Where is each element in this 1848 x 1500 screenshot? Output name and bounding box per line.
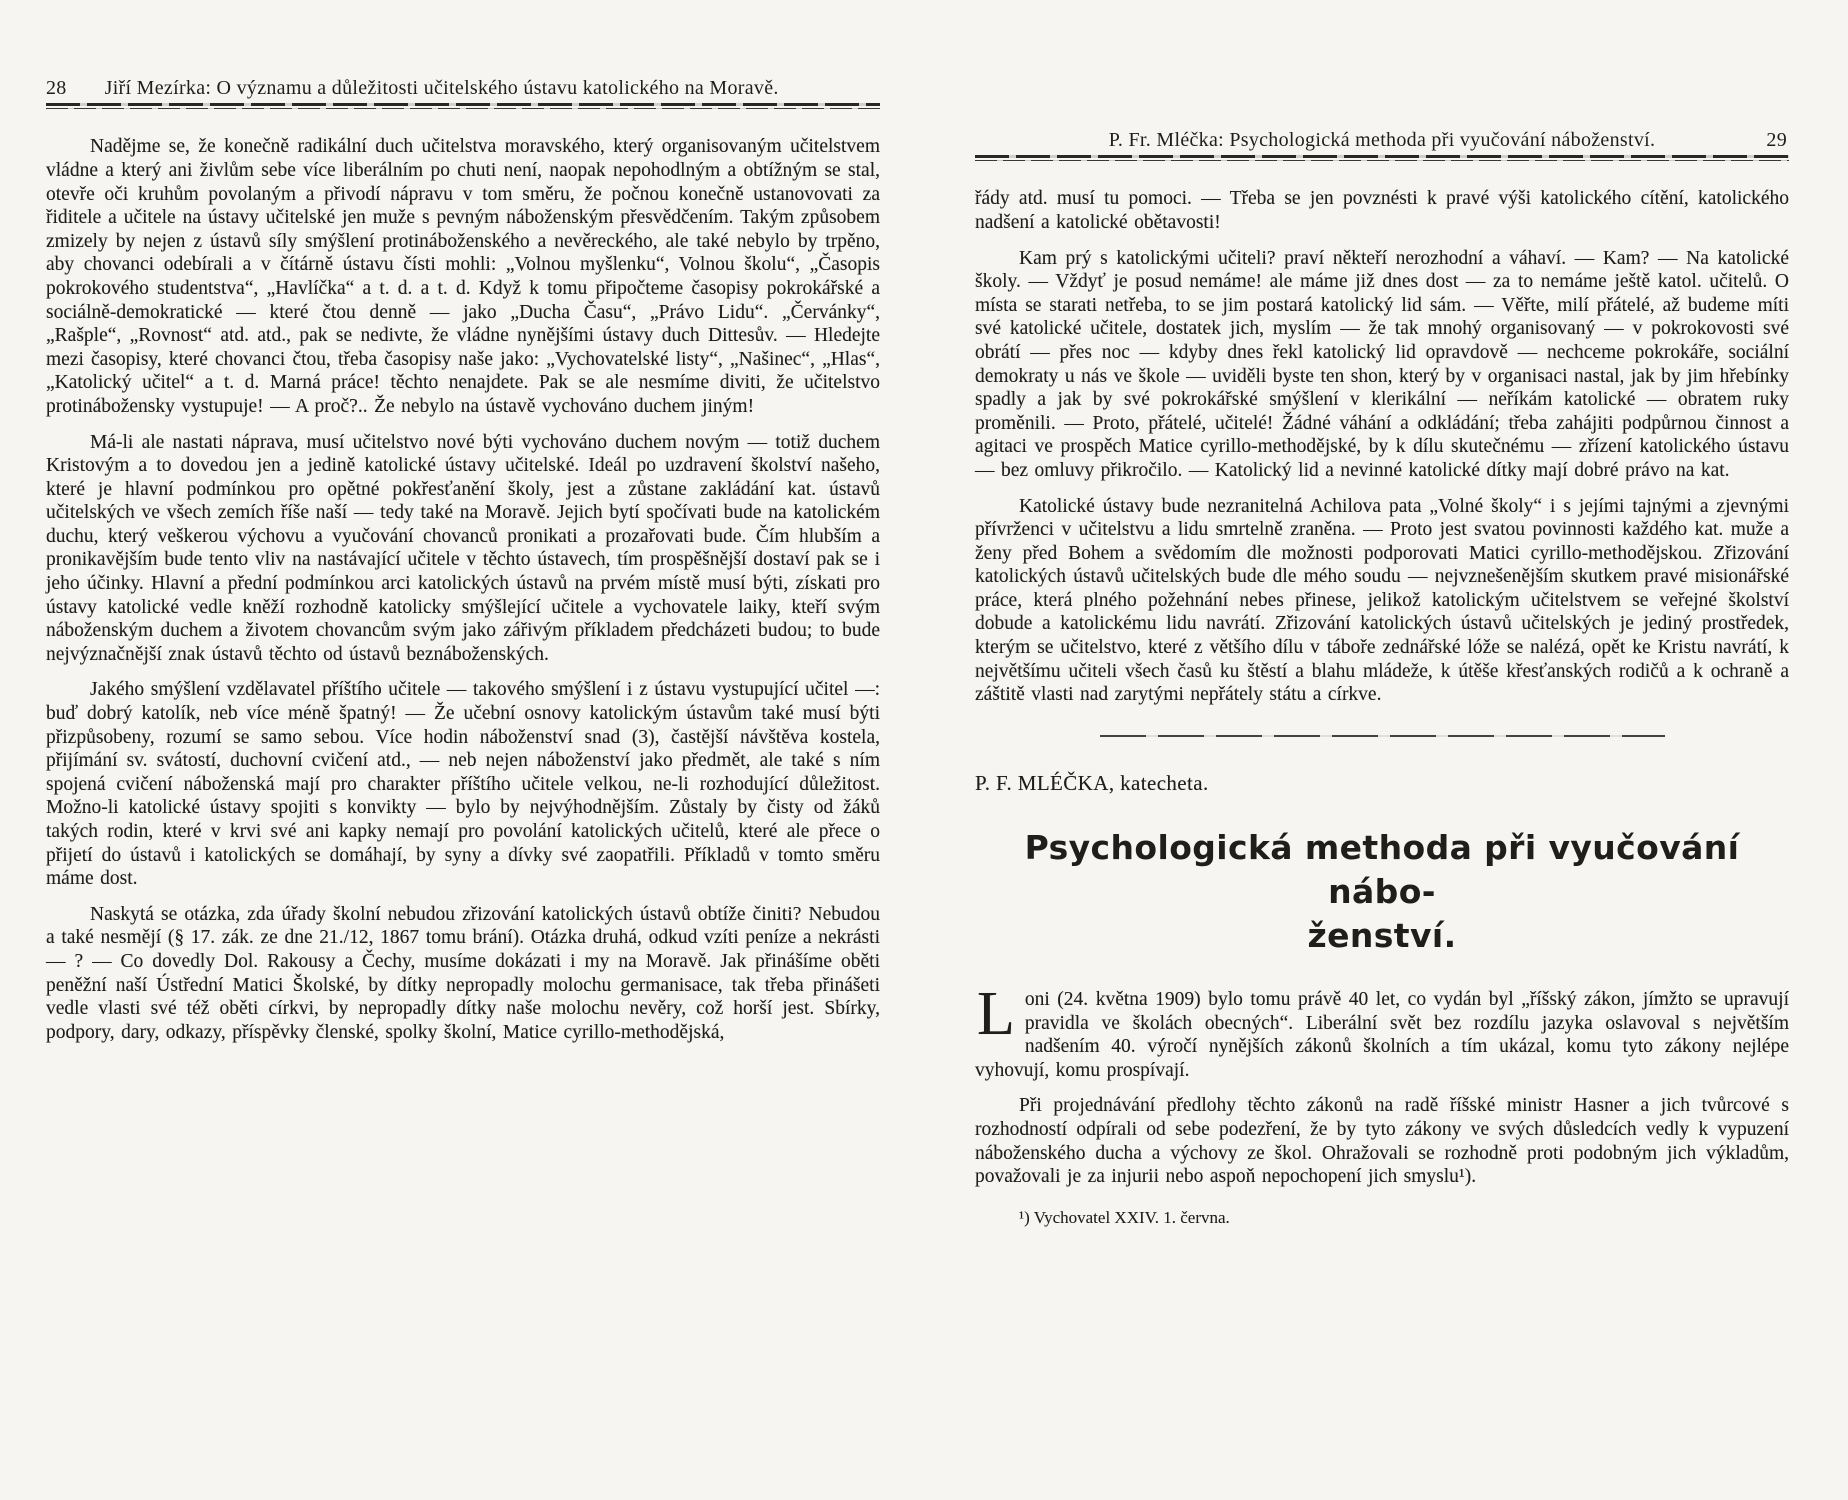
rule-line	[46, 108, 880, 109]
article-paragraph: Nadějme se, že konečně radikální duch učitelstva moravského, který organisovaným učitelstvem vládne a který ani živlům sebe více liberálním po chuti není, naopak nepohodlným a obtížným se stal, otevře oči kruhům povolaným a přivodí nápravu v tom směru, že počnou konečně ustanovovati za řiditele a učitele na ústavy učitelské jen muže s pevným náboženským přesvědčením. Takým způsobem zmizely by nejen z ústavů síly smýšlení protináboženského a nevěreckého, ale také nebylo by trpěno, aby chovanci odebírali a v čítárně ústavu čísti mohli: „Volnou myšlenku“, Volnou školu“, „Časopis pokrokového studentstva“, „Havlíčka“ a t. d. a t. d. Když k tomu připočteme časopisy pokrokářské a sociálně-demokratické — které čtou denně — jako „Ducha Času“, „Právo Lidu“. „Červánky“, „Rašple“, „Rovnost“ atd. atd., pak se nedivte, že vládne nynějšími ústavy duch Dittesův. — Hledejte mezi časopisy, které chovanci čtou, třeba časopisy naše jako: „Vychovatelské listy“, „Našinec“, „Hlas“, „Katolický učitel“ a t. d. Marná práce! těchto nenajdete. Pak se ale nesmíme diviti, že učitelstvo protinábožensky vystupuje! — A proč?.. Že nebylo na ústavě vychováno duchem jiným!	[46, 136, 880, 417]
left-page	[46, 76, 880, 1044]
article-title	[975, 826, 1789, 958]
left-page-number: 28	[46, 77, 67, 99]
paragraph-text: oni (24. května 1909) bylo tomu právě 40 let, co vydán byl „říšský zákon, jímžto se upravují pravidla ve školách obecných“. Liberální svět bez rozdílu jazyka oslavoval s největším nadšením 40. výročí nynějších zákonů školních a tím ukázal, komu tyto zákony nejlépe vyhovují, komu prospívají.	[975, 989, 1789, 1081]
left-page-body	[46, 135, 880, 1044]
rule-line	[46, 103, 880, 106]
right-page-header	[975, 128, 1789, 152]
right-running-title: P. Fr. Mléčka: Psychologická methoda při vyučování náboženství.	[1108, 129, 1656, 151]
article-paragraph: Při projednávání předlohy těchto zákonů na radě říšské ministr Hasner a jich tvůrcové s rozhodností odpírali od sebe podezření, že by tyto zákony ve svých důsledcích vedly k vypuzení náboženského ducha a výchovy ze škol. Ohražovali se rozhodně proti podobným jich výkladům, považovali je za injurii nebo aspoň nepochopení jich smyslu¹).	[975, 1095, 1789, 1188]
rule-line	[975, 160, 1789, 161]
article-paragraph: Má-li ale nastati náprava, musí učitelstvo nové býti vychováno duchem novým — totiž duchem Kristovým a to dovedou jen a jedině katolické ústavy učitelské. Ideál po uzdravení školství našeho, které je hlavní podmínkou pro opětné pokřesťanění školy, jest a zůstane zakládání kat. ústavů učitelských ve všech zemích říše naší — tedy také na Moravě. Jejich bytí spočívati bude na katolickém duchu, který veškerou výchovu a vyučování chovanců pronikati a prozařovati bude. Čím hlubším a pronikavějším bude tento vliv na nastávající učitele v těchto ústavech, tím prospěšnější dostaví pak se i jeho účinky. Hlavní a přední podmínkou arci katolických ústavů na prvém místě musí býti, získati pro ústavy katolické vedle kněží rozhodně katolicky smýšlející učitele a vychovatele laiky, kteří svým náboženským duchem a životem chovancům svým jako zářivým příkladem předcházeti budou; to bude nejvýznačnější znak ústavů těchto od ústavů beznáboženských.	[46, 431, 880, 665]
left-running-title: Jiří Mezírka: O významu a důležitosti učitelského ústavu katolického na Moravě.	[104, 77, 779, 99]
left-page-header	[46, 76, 880, 100]
article-title-line: Psychologická methoda při vyučování nábo-	[1024, 828, 1740, 912]
article-paragraph-dropcap	[975, 980, 1789, 1082]
article-paragraph: Katolické ústavy bude nezranitelná Achilova pata „Volné školy“ i s jejími tajnými a zjevnými přívrženci v učitelstvu a lidu smrtelně zraněna. — Proto jest svatou povinnosti každého kat. muže a ženy před Bohem a svědomím dle možnosti podporovati Matici cyrillo-methodějskou. Zřizování katolických ústavů učitelských bude dle mého soudu — nejvznešenějším skutkem pravé misionářské práce, která plného požehnání nebes přinese, jelikož katolickým učitelstvem se veřejné školství dobude a katolickému lidu navrátí. Zřizování katolických ústavů učitelských je jediný prostředek, kterým se učitelstvo, které z většího dílu v táboře zednářské lóže se nalézá, opět ke Kristu navrátí, k největšímu učiteli všech časů ku štěstí a blahu mládeže, k útěše křesťanských rodičů a k ochraně a záštitě vlasti nad zarytými nepřátely státu a církve.	[975, 495, 1789, 706]
article-paragraph: Jakého smýšlení vzdělavatel příštího učitele — takového smýšlení i z ústavu vystupující učitel —: buď dobrý katolík, neb více méně špatný! — Že učební osnovy katolickým ústavům také musí býti přizpůsobeny, rozumí se samo sebou. Více hodin náboženství snad (3), častější návštěva kostela, přijímání sv. svátostí, duchovní cvičení atd., — neb nejen náboženství jako předmět, ale také s ním spojená cvičení náboženská mají pro charakter příštího učitele velkou, ne-li rozhodující důležitost. Možno-li katolické ústavy spojiti s konvikty — bylo by nejvýhodnějším. Zůstaly by čisty od žáků takých rodin, které v krvi své ani kapky nemají pro povolání katolických učitelů, které ale přece o přijetí do ústavů i katolických se domáhají, by syny a dívky své zaopatřili. Příkladů v tomto směru máme dost.	[46, 679, 880, 890]
article-paragraph: Naskytá se otázka, zda úřady školní nebudou zřizování katolických ústavů obtíže činiti? Nebudou a také nesmějí (§ 17. zák. ze dne 21./12, 1867 tomu brání). Otázka druhá, odkud vzíti peníze a nekrásti — ? — Co dovedly Dol. Rakousy a Čechy, musíme dokázati i my na Moravě. Jak přinášíme oběti peněžní naší Ústřední Matici Školské, by dítky nepropadly molochu germanisace, tak třeba přinášeti vedle vlasti své též oběti církvi, by nepropadly dítky naše molochu nevěry, což horší jest. Sbírky, podpory, dary, odkazy, příspěvky členské, spolky školní, Matice cyrillo-methodějská,	[46, 903, 880, 1043]
article-title-line: ženství.	[1307, 916, 1457, 956]
footnote: ¹) Vychovatel XXIV. 1. června.	[1019, 1207, 1230, 1227]
left-header-rule	[46, 103, 880, 109]
author-line: P. F. MLÉČKA, katecheta.	[975, 771, 1209, 796]
right-page	[975, 128, 1789, 1228]
article-paragraph: Kam prý s katolickými učiteli? praví někteří nerozhodní a váhaví. — Kam? — Na katolické školy. — Vždyť je posud nemáme! ale máme již dnes dost — za to nemáme ještě katol. učitelů. O místa se starati netřeba, to se jim postará katolický lid sám. — Věřte, milí přátelé, až budeme míti své katolické učitele, dostatek jich, myslím — že tak mnohý organisovaný — v pokrokovosti své obrátí — přes noc — kdyby dnes řekl katolický lid opravdově — nechceme pokrokáře, sociální demokraty u nás ve škole — uviděli byste ten shon, který by v organisaci nastal, jak by jim hřebínky spadly a jak by své pokrokářské smýšlení v klerikální — neříkám katolické — obratem ruky proměnili. — Proto, přátelé, učitelé! Žádné váhání a odkládání; třeba zahájiti podpůrnou činnost a agitaci ve prospěch Matice cyrillo-methodějské, by k dílu skutečnému — zřízení katolického ústavu — bez omluvy přikročilo. — Katolický lid a nevinné katolické dítky mají dobré právo na kat.	[975, 247, 1789, 481]
section-divider	[1100, 735, 1665, 737]
right-header-rule	[975, 155, 1789, 161]
article-paragraph: řády atd. musí tu pomoci. — Třeba se jen povznésti k pravé výši katolického cítění, katolického nadšení a katolické obětavosti!	[975, 188, 1789, 233]
rule-line	[975, 155, 1789, 158]
dropcap-initial: L	[977, 980, 1015, 1049]
right-page-number: 29	[1766, 129, 1787, 151]
right-page-body	[975, 187, 1789, 1227]
